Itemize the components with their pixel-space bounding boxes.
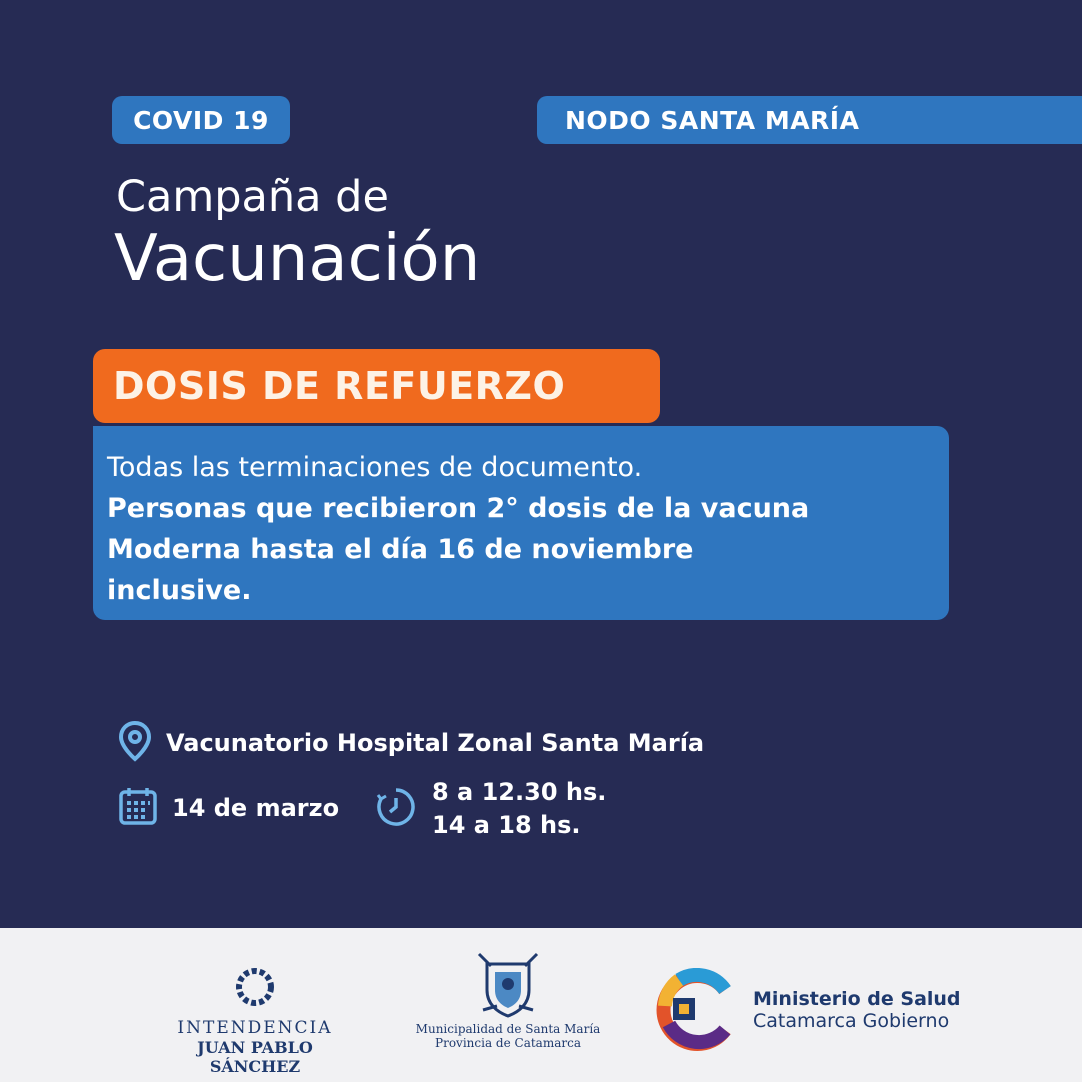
ministerio-government: Catamarca Gobierno [753,1010,950,1032]
title-line-2: Vacunación [114,222,481,296]
info-line-2: Personas que recibieron 2° dosis de la vacuna [107,493,810,524]
time-slot-morning: 8 a 12.30 hs. [432,778,607,806]
catamarca-c-icon [655,968,739,1052]
intendencia-name: JUAN PABLO SÁNCHEZ [197,1038,313,1076]
map-pin-icon [118,720,152,766]
municipalidad-province: Provincia de Catamarca [435,1036,581,1050]
date-text: 14 de marzo [172,794,340,822]
intendencia-logo [150,966,360,1076]
node-tag: NODO SANTA MARÍA [537,96,1082,144]
municipalidad-logo [408,950,608,1050]
booster-dose-banner: DOSIS DE REFUERZO [93,349,660,423]
intendencia-label: INTENDENCIA [177,1018,333,1038]
municipal-shield-icon [473,950,543,1018]
time-slot-afternoon: 14 a 18 hs. [432,811,581,839]
intendencia-emblem-icon [234,966,276,1008]
title-line-1: Campaña de [116,172,389,222]
location-row [118,720,704,766]
calendar-icon [118,786,158,830]
clock-icon [376,787,416,831]
ministerio-name: Ministerio de Salud [753,988,961,1010]
municipalidad-name: Municipalidad de Santa María [415,1022,601,1036]
date-row [118,786,339,830]
info-line-3: Moderna hasta el día 16 de noviembre [107,534,694,565]
covid-tag: COVID 19 [112,96,290,144]
info-line-4: inclusive. [107,575,252,606]
info-box [93,426,949,620]
ministerio-logo [655,968,961,1052]
location-text: Vacunatorio Hospital Zonal Santa María [166,729,705,757]
time-row [376,776,606,842]
info-line-1: Todas las terminaciones de documento. [107,452,643,483]
